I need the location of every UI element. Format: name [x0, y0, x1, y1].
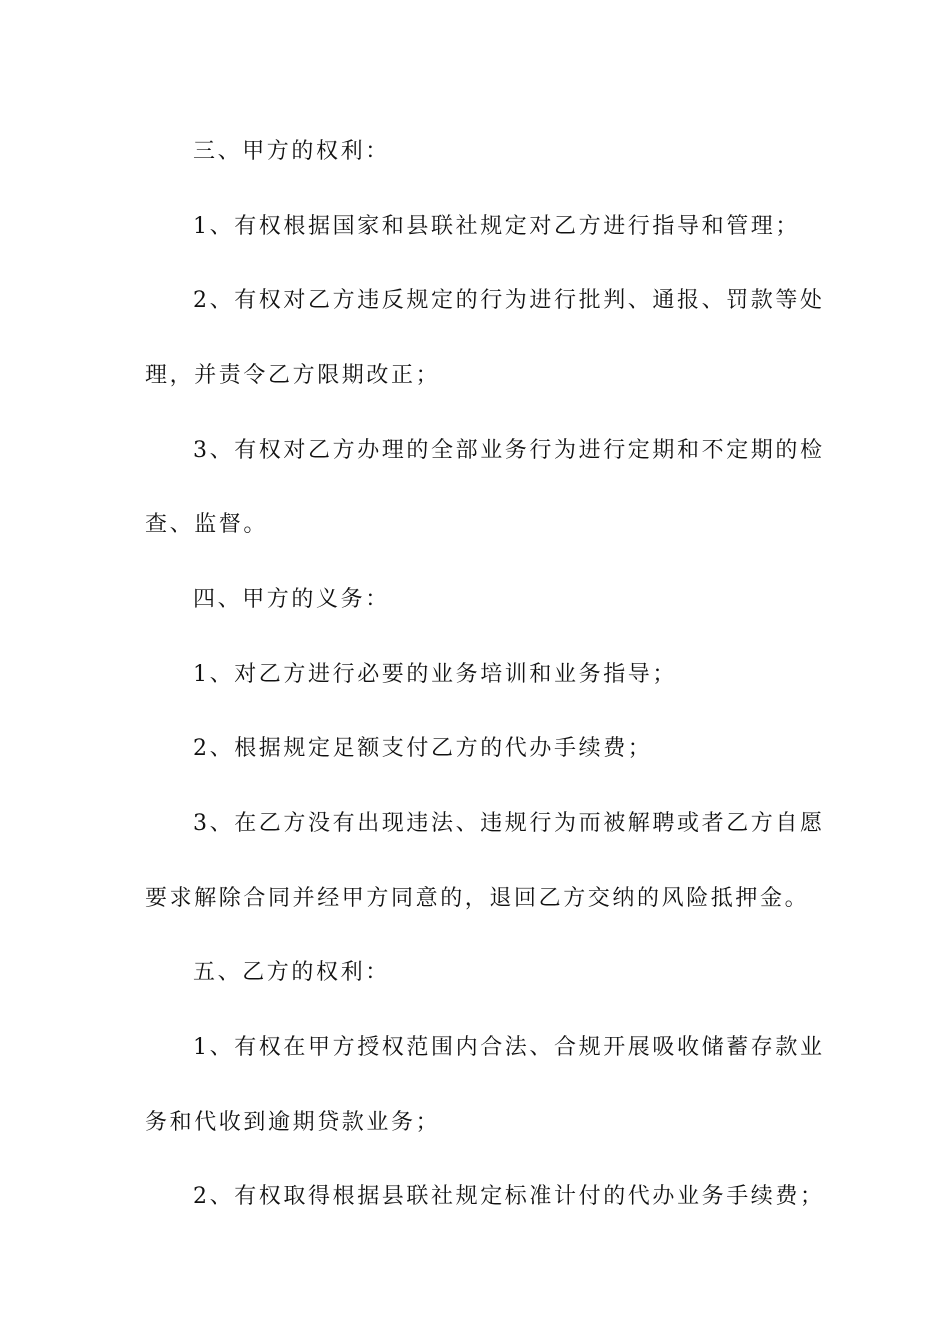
- paragraph-line: 1、有权根据国家和县联社规定对乙方进行指导和管理；: [193, 214, 800, 239]
- paragraph-line: 要求解除合同并经甲方同意的，退回乙方交纳的风险抵押金。: [145, 886, 810, 911]
- paragraph-line: 2、根据规定足额支付乙方的代办手续费；: [193, 736, 653, 761]
- paragraph-line: 1、对乙方进行必要的业务培训和业务指导；: [193, 662, 677, 687]
- section-heading-party-b-rights: 五、乙方的权利：: [193, 960, 390, 985]
- paragraph-line: 理，并责令乙方限期改正；: [145, 363, 441, 388]
- paragraph-line: 1、有权在甲方授权范围内合法、合规开展吸收储蓄存款业: [193, 1035, 825, 1060]
- section-heading-party-a-rights: 三、甲方的权利：: [193, 139, 390, 164]
- paragraph-line: 3、在乙方没有出现违法、违规行为而被解聘或者乙方自愿: [193, 811, 825, 836]
- paragraph-line: 2、有权取得根据县联社规定标准计付的代办业务手续费；: [193, 1184, 825, 1209]
- section-heading-party-a-obligations: 四、甲方的义务：: [193, 587, 390, 612]
- paragraph-line: 查、监督。: [145, 512, 269, 537]
- paragraph-line: 务和代收到逾期贷款业务；: [145, 1110, 441, 1135]
- paragraph-line: 3、有权对乙方办理的全部业务行为进行定期和不定期的检: [193, 438, 825, 463]
- paragraph-line: 2、有权对乙方违反规定的行为进行批判、通报、罚款等处: [193, 288, 825, 313]
